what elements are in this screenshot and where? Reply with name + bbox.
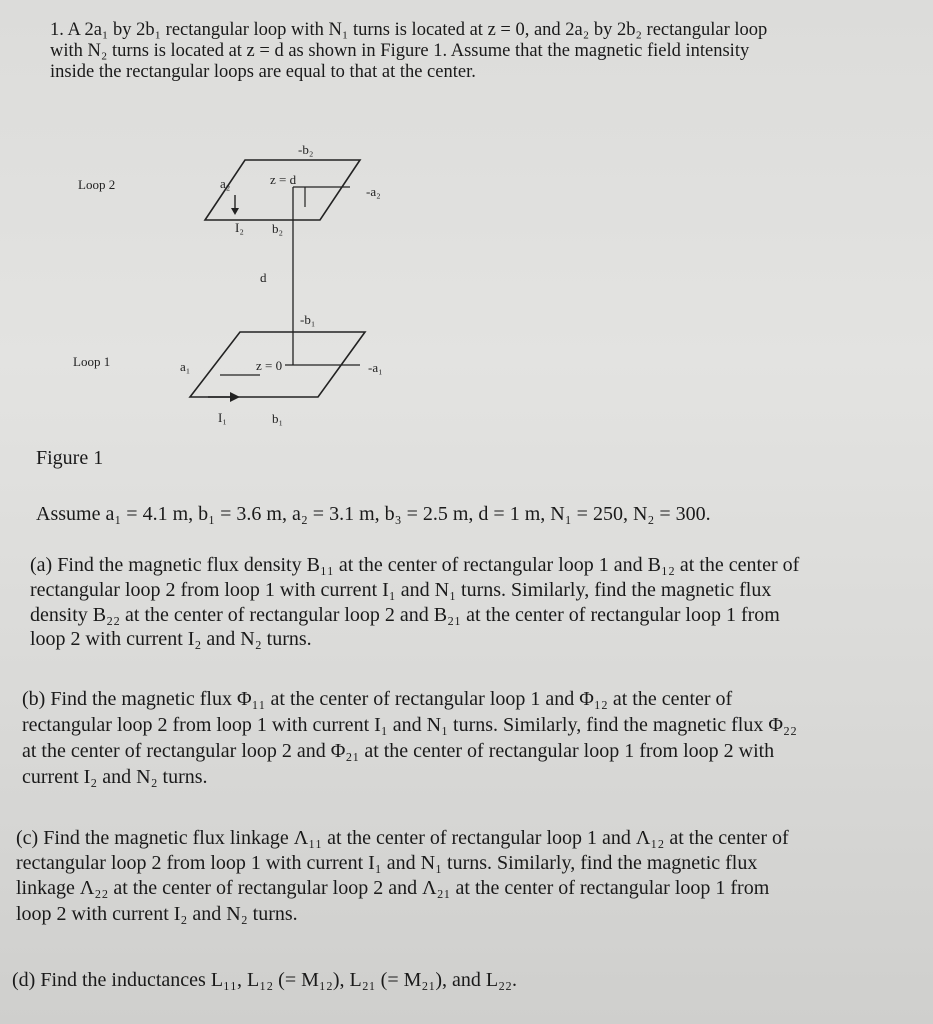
part-c-line: linkage Λ₂₂ at the center of rectangular loop 2 and Λ₂₁ at the center of rectangular loop 1 from <box>16 877 770 900</box>
label-i2: I₂ <box>235 220 244 235</box>
arrow-head <box>231 208 239 215</box>
part-c-line: rectangular loop 2 from loop 1 with current I₁ and N₁ turns. Similarly, find the magnetic flux <box>16 852 758 875</box>
part-c <box>16 826 921 927</box>
part-d-line: (d) Find the inductances L₁₁, L₁₂ (= M₁₂), L₂₁ (= M₂₁), and L₂₂. <box>12 969 518 991</box>
figure-caption: Figure 1 <box>36 447 104 469</box>
part-a <box>30 553 933 652</box>
loop-2-label: Loop 2 <box>78 177 116 192</box>
label-a2: a₂ <box>220 176 231 191</box>
label-b2: b₂ <box>272 221 284 236</box>
label-z-eq-0: z = 0 <box>256 358 283 373</box>
problem-line: with N₂ turns is located at z = d as shown in Figure 1. Assume that the magnetic field intensity <box>50 41 750 62</box>
loop-1-label: Loop 1 <box>73 354 111 369</box>
arrow-head <box>230 392 240 402</box>
label-neg-b1: -b₁ <box>300 312 316 327</box>
part-a-line: rectangular loop 2 from loop 1 with current I₁ and N₁ turns. Similarly, find the magnetic flux <box>30 578 772 601</box>
part-a-line: density B₂₂ at the center of rectangular loop 2 and B₂₁ at the center of rectangular loop 1 from <box>30 603 780 626</box>
figure-1-diagram <box>60 135 420 435</box>
part-a-line: (a) Find the magnetic flux density B₁₁ at the center of rectangular loop 1 and B₁₂ at the center of <box>30 554 800 576</box>
label-z-eq-d: z = d <box>270 172 297 187</box>
part-c-line: (c) Find the magnetic flux linkage Λ₁₁ at the center of rectangular loop 1 and Λ₁₂ at the center of <box>16 827 789 849</box>
label-neg-a2: -a₂ <box>366 184 381 199</box>
label-i1: I₁ <box>218 410 227 425</box>
label-d: d <box>260 270 267 285</box>
part-a-line: loop 2 with current I₂ and N₂ turns. <box>30 628 312 651</box>
label-b1: b₁ <box>272 411 284 426</box>
label-neg-b2: -b₂ <box>298 142 314 157</box>
part-c-line: loop 2 with current I₂ and N₂ turns. <box>16 902 298 925</box>
label-a1: a₁ <box>180 359 191 374</box>
problem-line: 1. A 2a₁ by 2b₁ rectangular loop with N₁ turns is located at z = 0, and 2a₂ by 2b₂ rectangular loop <box>50 20 768 40</box>
part-b-line: at the center of rectangular loop 2 and Φ₂₁ at the center of rectangular loop 1 from loop 2 with <box>22 740 775 762</box>
problem-statement <box>50 20 910 83</box>
part-d <box>12 968 917 992</box>
part-b-line: rectangular loop 2 from loop 1 with current I₁ and N₁ turns. Similarly, find the magnetic flux Φ₂₂ <box>22 714 797 736</box>
part-b <box>22 686 927 790</box>
label-neg-a1: -a₁ <box>368 360 383 375</box>
problem-line: inside the rectangular loops are equal to that at the center. <box>50 62 476 83</box>
part-b-line: current I₂ and N₂ turns. <box>22 766 208 788</box>
assumption-line: Assume a₁ = 4.1 m, b₁ = 3.6 m, a₂ = 3.1 m, b₃ = 2.5 m, d = 1 m, N₁ = 250, N₂ = 300. <box>36 503 711 525</box>
part-b-line: (b) Find the magnetic flux Φ₁₁ at the center of rectangular loop 1 and Φ₁₂ at the center of <box>22 688 733 710</box>
